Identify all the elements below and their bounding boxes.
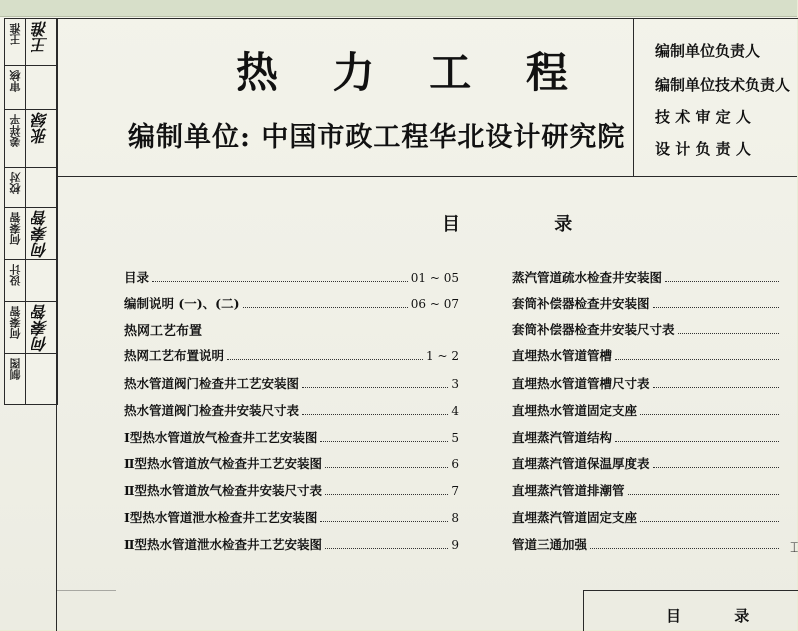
- toc-entry: [124, 374, 459, 392]
- toc-entry-page: 01 ~ 05: [410, 271, 459, 285]
- signature-label: 校对: [9, 172, 22, 194]
- toc-entry-title: Ⅰ型热水管道泄水检查井工艺安装图: [124, 510, 318, 525]
- toc-entry-page: 9: [451, 538, 459, 552]
- toc-leader: [640, 521, 779, 522]
- toc-entry-title: Ⅱ型热水管道放气检查井工艺安装图: [124, 456, 323, 471]
- toc-leader: [302, 387, 448, 388]
- signature-cell: [5, 259, 57, 302]
- signature-mark: 王淮: [31, 21, 50, 53]
- signature-mark: 张绿: [31, 112, 50, 144]
- toc-entry: [124, 401, 459, 419]
- toc-leader: [665, 281, 779, 282]
- toc-entry: [512, 320, 782, 338]
- toc-entry: [124, 346, 459, 364]
- toc-entry-title: Ⅰ型热水管道放气检查井工艺安装图: [124, 430, 318, 445]
- toc-entry-title: Ⅱ型热水管道泄水检查井工艺安装图: [124, 537, 323, 552]
- toc-entry-title: 套筒补偿器检查井安装图: [512, 296, 650, 311]
- toc-entry: [124, 320, 459, 339]
- toc-leader: [615, 441, 779, 442]
- toc-entry: [512, 535, 782, 553]
- toc-entry: [512, 401, 782, 419]
- toc-entry: [512, 428, 782, 446]
- signature-mark: 何秦智: [31, 210, 50, 258]
- toc-entry: [512, 346, 782, 364]
- toc-leader: [152, 281, 408, 282]
- toc-entry-title: 直埋热水管道管槽尺寸表: [512, 376, 650, 391]
- toc-entry: [124, 294, 459, 312]
- signature-label: 王淮: [9, 23, 22, 45]
- toc-entry-page: 3: [451, 377, 459, 391]
- signature-cell: [5, 65, 57, 110]
- text-cursor-icon: ⌶: [790, 540, 798, 556]
- toc-leader: [325, 494, 448, 495]
- toc-entry-page: 1 ~ 2: [426, 349, 459, 363]
- signature-cell: [5, 353, 57, 399]
- toc-entry-page: 06 ~ 07: [410, 297, 459, 311]
- toc-entry: [124, 535, 459, 553]
- toc-entry-page: 4: [451, 404, 459, 418]
- toc-entry-title: 直埋蒸汽管道排潮管: [512, 483, 625, 498]
- toc-entry-title: 直埋热水管道固定支座: [512, 403, 638, 418]
- signature-cell: [5, 207, 57, 260]
- toc-leader: [320, 521, 448, 522]
- organization-name: 编制单位: 中国市政工程华北设计研究院: [128, 122, 626, 153]
- signature-cell: [5, 109, 57, 168]
- page-title: 热 力 工 程: [236, 48, 588, 97]
- toc-entry-page: 6: [451, 457, 459, 471]
- signature-label: 何秦智: [9, 212, 22, 245]
- toc-leader: [653, 307, 779, 308]
- signature-label: 姜祥平: [9, 114, 22, 147]
- toc-entry-title: 套筒补偿器检查井安装尺寸表: [512, 322, 675, 337]
- toc-entry-title: 编制说明 (一)、(二): [124, 296, 240, 311]
- toc-entry-title: 直埋蒸汽管道固定支座: [512, 510, 638, 525]
- toc-leader: [640, 414, 779, 415]
- toc-entry: [124, 508, 459, 526]
- toc-entry: [512, 268, 782, 286]
- toc-entry-title: 热水管道阀门检查井工艺安装图: [124, 376, 300, 391]
- toc-heading: 目 录: [442, 214, 617, 235]
- toc-entry-title: 蒸汽管道疏水检查井安装图: [512, 270, 663, 285]
- toc-entry-title: 热水管道阀门检查井安装尺寸表: [124, 403, 300, 418]
- role-item: 编制单位负责人: [655, 42, 761, 60]
- toc-entry: [124, 428, 459, 446]
- toc-entry: [124, 481, 459, 499]
- role-item: 编制单位技术负责人: [655, 76, 791, 94]
- toc-leader: [628, 494, 779, 495]
- toc-entry: [512, 374, 782, 392]
- toc-entry-page: 5: [451, 431, 459, 445]
- signature-label: 何秦智: [9, 306, 22, 339]
- signature-label: 设计: [9, 264, 22, 286]
- role-item: 设 计 负 责 人: [655, 140, 751, 158]
- toc-leader: [320, 441, 448, 442]
- signature-cell: [5, 167, 57, 208]
- toc-entry-title: 管道三通加强: [512, 537, 588, 552]
- toc-leader: [302, 414, 448, 415]
- toc-entry-title: 目录: [124, 270, 150, 285]
- toc-entry-title: Ⅱ型热水管道放气检查井安装尺寸表: [124, 483, 323, 498]
- signature-column: [4, 18, 58, 405]
- toc-entry: [512, 508, 782, 526]
- toc-leader: [325, 548, 448, 549]
- toc-leader: [325, 467, 448, 468]
- lower-left-frame: [56, 590, 116, 631]
- toc-leader: [243, 307, 408, 308]
- toc-entry-title: 热网工艺布置说明: [124, 348, 225, 363]
- signature-cell: [5, 19, 57, 65]
- toc-entry: [124, 454, 459, 472]
- toc-leader: [678, 333, 779, 334]
- toc-entry: [512, 481, 782, 499]
- header-divider: [56, 176, 797, 177]
- toc-entry-page: 8: [451, 511, 459, 525]
- toc-leader: [653, 387, 779, 388]
- toc-entry: [512, 454, 782, 472]
- bottom-heading: 目 录: [666, 607, 774, 625]
- toc-entry-page: 7: [451, 484, 459, 498]
- toc-leader: [615, 359, 779, 360]
- toc-entry-title: 直埋蒸汽管道保温厚度表: [512, 456, 650, 471]
- toc-leader: [653, 467, 779, 468]
- toc-entry: [512, 294, 782, 312]
- toc-entry: [124, 268, 459, 286]
- signature-label: 制图: [9, 358, 22, 380]
- toc-entry-title: 热网工艺布置: [124, 324, 203, 339]
- signature-label: 审核: [9, 70, 22, 92]
- toc-leader: [590, 548, 779, 549]
- toc-entry-title: 直埋热水管道管槽: [512, 348, 613, 363]
- top-strip: [0, 0, 797, 17]
- toc-entry-title: 直埋蒸汽管道结构: [512, 430, 613, 445]
- signature-cell: [5, 301, 57, 354]
- role-item: 技 术 审 定 人: [655, 108, 751, 126]
- signature-mark: 何秦智: [31, 304, 50, 352]
- bottom-title-box: [583, 590, 798, 631]
- toc-leader: [227, 359, 423, 360]
